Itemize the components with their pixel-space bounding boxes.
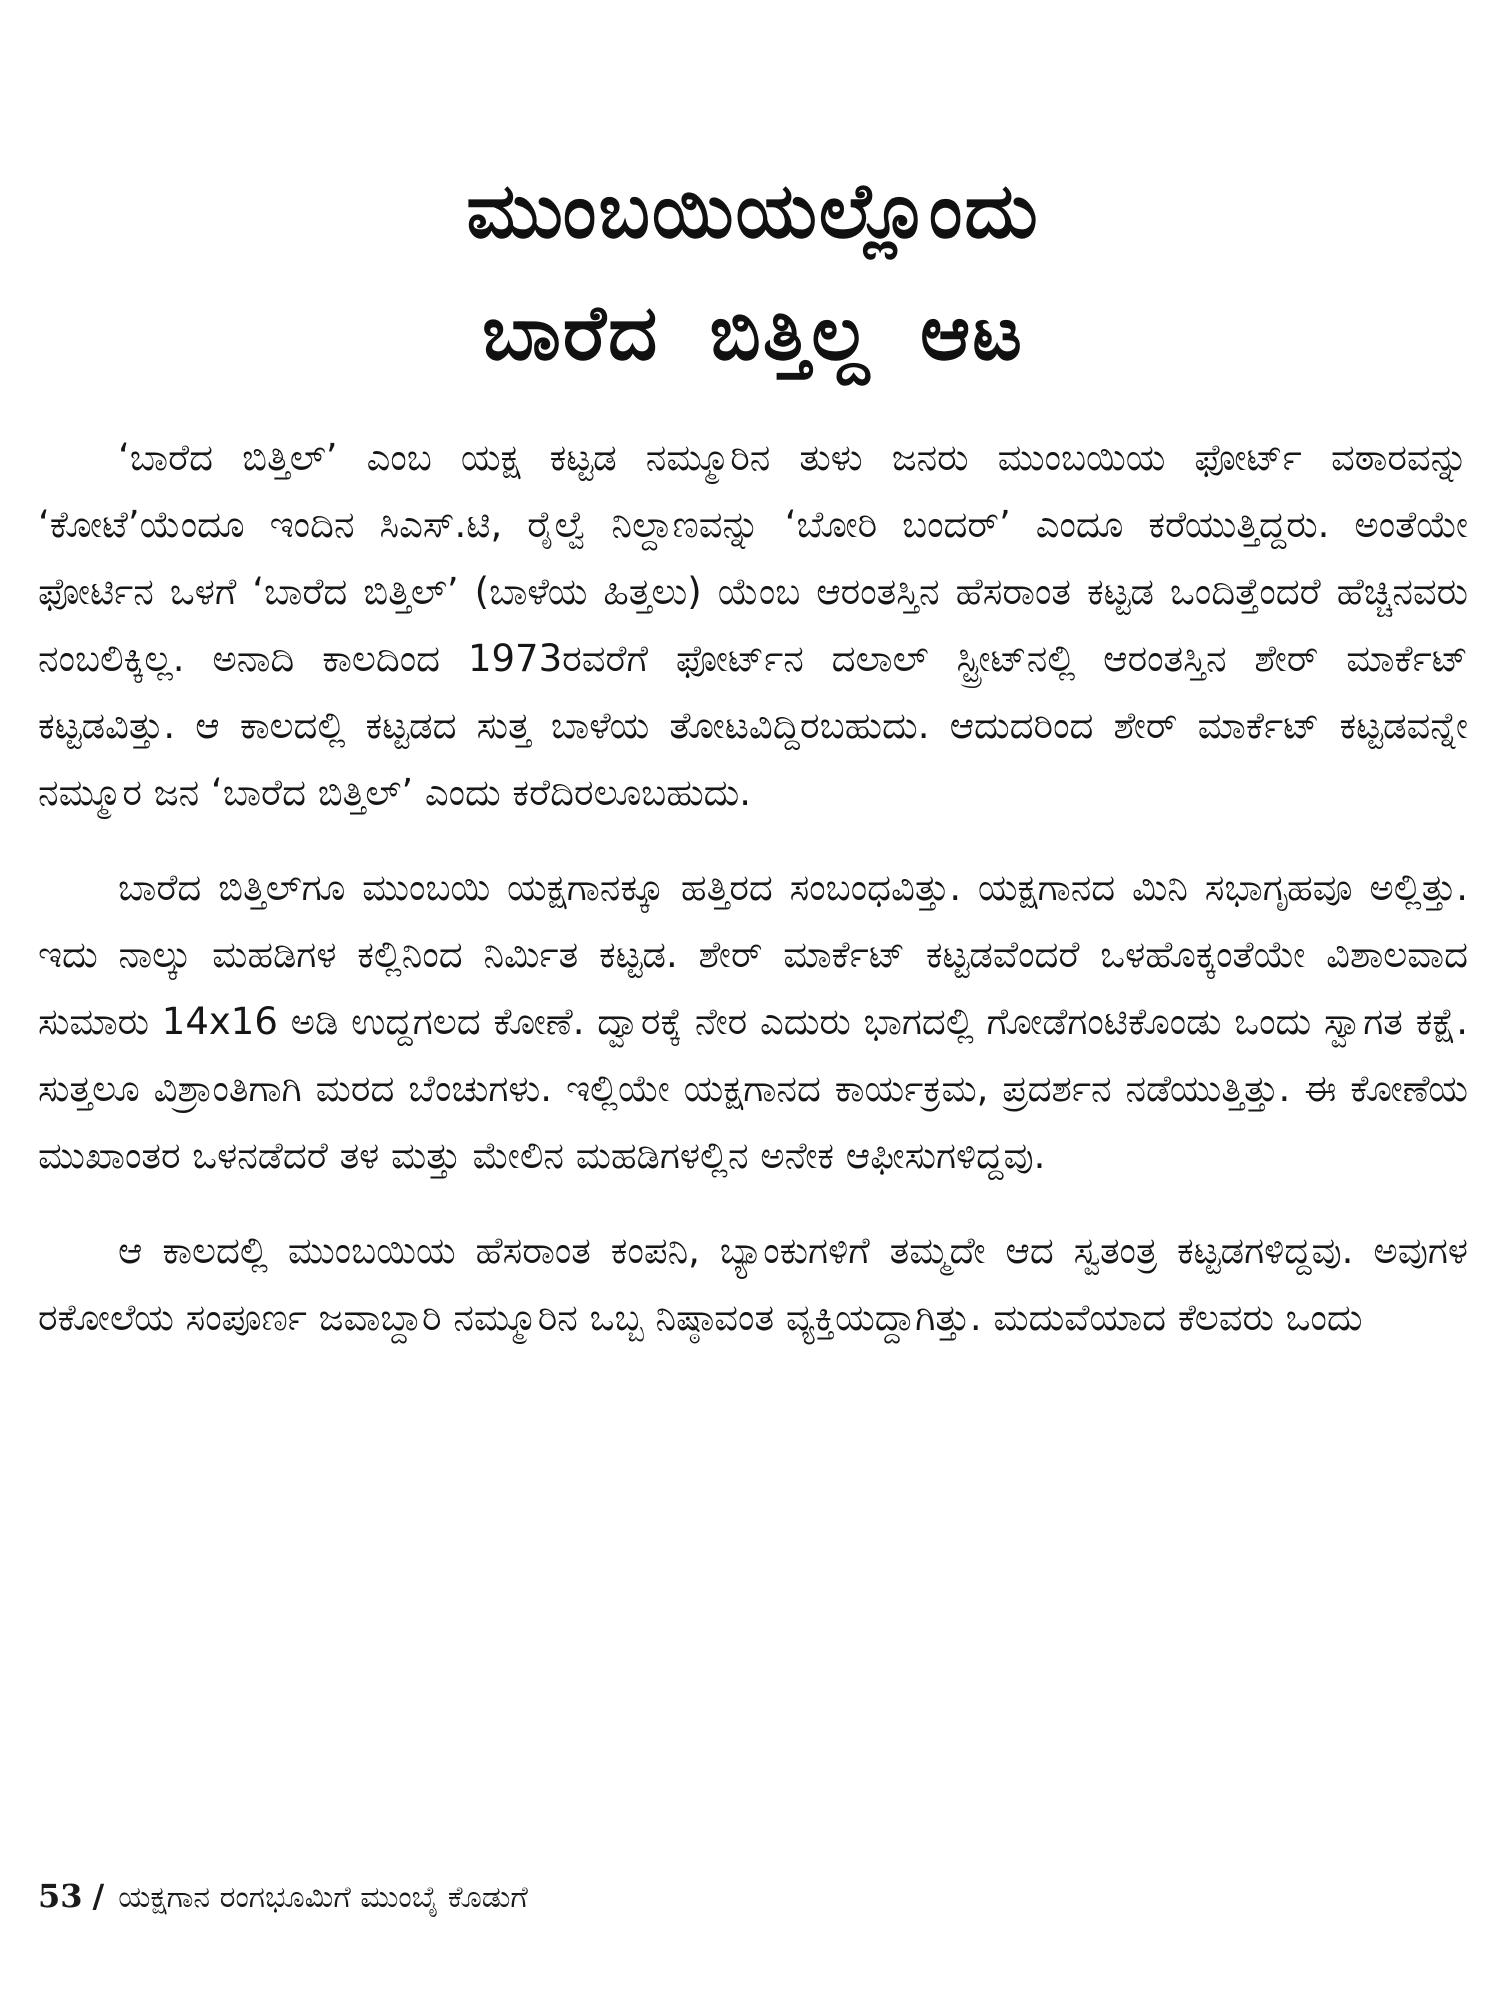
paragraph-1: ‘ಬಾರೆದ ಬಿತ್ತಿಲ್’ ಎಂಬ ಯಕ್ಷ ಕಟ್ಟಡ ನಮ್ಮೂರಿನ ತುಳು ಜನರು ಮುಂಬಯಿಯ ಫೋರ್ಟ್ ವಠಾರವನ್ನು ‘ಕೋಟೆ’ಯೆಂದೂ ಇಂದಿನ ಸಿಎಸ್.ಟಿ, ರೈಲ್ವೆ ನಿಲ್ದಾಣವನ್ನು ‘ಬೋರಿ ಬಂದರ್’ ಎಂದೂ ಕರೆಯುತ್ತಿದ್ದರು. ಅಂತೆಯೇ ಫೋರ್ಟಿನ ಒಳಗೆ ‘ಬಾರೆದ ಬಿತ್ತಿಲ್’ (ಬಾಳೆಯ ಹಿತ್ತಲು) ಯೆಂಬ ಆರಂತಸ್ತಿನ ಹೆಸರಾಂತ ಕಟ್ಟಡ ಒಂದಿತ್ತೆಂದರೆ ಹೆಚ್ಚಿನವರು ನಂಬಲಿಕ್ಕಿಲ್ಲ. ಅನಾದಿ ಕಾಲದಿಂದ 1973ರವರೆಗೆ ಫೋರ್ಟ್‌ನ ದಲಾಲ್ ಸ್ಟ್ರೀಟ್‌ನಲ್ಲಿ ಆರಂತಸ್ತಿನ ಶೇರ್ ಮಾರ್ಕೆಟ್ ಕಟ್ಟಡವಿತ್ತು. ಆ ಕಾಲದಲ್ಲಿ ಕಟ್ಟಡದ ಸುತ್ತ ಬಾಳೆಯ ತೋಟವಿದ್ದಿರಬಹುದು. ಆದುದರಿಂದ ಶೇರ್ ಮಾರ್ಕೆಟ್ ಕಟ್ಟಡವನ್ನೇ ನಮ್ಮೂರ ಜನ ‘ಬಾರೆದ ಬಿತ್ತಿಲ್’ ಎಂದು ಕರೆದಿರಲೂಬಹುದು.: [38, 436, 1468, 814]
page-number: 53: [38, 1877, 83, 1915]
paragraph-2: ಬಾರೆದ ಬಿತ್ತಿಲ್‌ಗೂ ಮುಂಬಯಿ ಯಕ್ಷಗಾನಕ್ಕೂ ಹತ್ತಿರದ ಸಂಬಂಧವಿತ್ತು. ಯಕ್ಷಗಾನದ ಮಿನಿ ಸಭಾಗೃಹವೂ ಅಲ್ಲಿತ್ತು. ಇದು ನಾಲ್ಕು ಮಹಡಿಗಳ ಕಲ್ಲಿನಿಂದ ನಿರ್ಮಿತ ಕಟ್ಟಡ. ಶೇರ್ ಮಾರ್ಕೆಟ್ ಕಟ್ಟಡವೆಂದರೆ ಒಳಹೊಕ್ಕಂತೆಯೇ ವಿಶಾಲವಾದ ಸುಮಾರು 14x16 ಅಡಿ ಉದ್ದಗಲದ ಕೋಣೆ. ದ್ವಾರಕ್ಕೆ ನೇರ ಎದುರು ಭಾಗದಲ್ಲಿ ಗೋಡೆಗಂಟಿಕೊಂಡು ಒಂದು ಸ್ವಾಗತ ಕಕ್ಷೆ. ಸುತ್ತಲೂ ವಿಶ್ರಾಂತಿಗಾಗಿ ಮರದ ಬೆಂಚುಗಳು. ಇಲ್ಲಿಯೇ ಯಕ್ಷಗಾನದ ಕಾರ್ಯಕ್ರಮ, ಪ್ರದರ್ಶನ ನಡೆಯುತ್ತಿತ್ತು. ಈ ಕೋಣೆಯ ಮುಖಾಂತರ ಒಳನಡೆದರೆ ತಳ ಮತ್ತು ಮೇಲಿನ ಮಹಡಿಗಳಲ್ಲಿನ ಅನೇಕ ಆಫೀಸುಗಳಿದ್ದವು.: [38, 866, 1468, 1177]
page-footer: [38, 1876, 528, 1918]
book-title: ಯಕ್ಷಗಾನ ರಂಗಭೂಮಿಗೆ ಮುಂಬೈ ಕೊಡುಗೆ: [118, 1880, 528, 1915]
page-title: [38, 150, 1468, 394]
article-body: [38, 424, 1468, 1351]
title-line-1: ಮುಂಬಯಿಯಲ್ಲೊಂದು: [466, 166, 1040, 255]
title-line-2: ಬಾರೆದ ಬಿತ್ತಿಲ್ದ ಆಟ: [482, 288, 1024, 377]
paragraph-3: ಆ ಕಾಲದಲ್ಲಿ ಮುಂಬಯಿಯ ಹೆಸರಾಂತ ಕಂಪನಿ, ಬ್ಯಾಂಕುಗಳಿಗೆ ತಮ್ಮದೇ ಆದ ಸ್ವತಂತ್ರ ಕಟ್ಟಡಗಳಿದ್ದವು. ಅವುಗಳ ರಕೋಲೆಯ ಸಂಪೂರ್ಣ ಜವಾಬ್ದಾರಿ ನಮ್ಮೂರಿನ ಒಬ್ಬ ನಿಷ್ಠಾವಂತ ವ್ಯಕ್ತಿಯದ್ದಾಗಿತ್ತು. ಮದುವೆಯಾದ ಕೆಲವರು ಒಂದು: [38, 1229, 1468, 1339]
footer-separator: /: [92, 1877, 105, 1915]
